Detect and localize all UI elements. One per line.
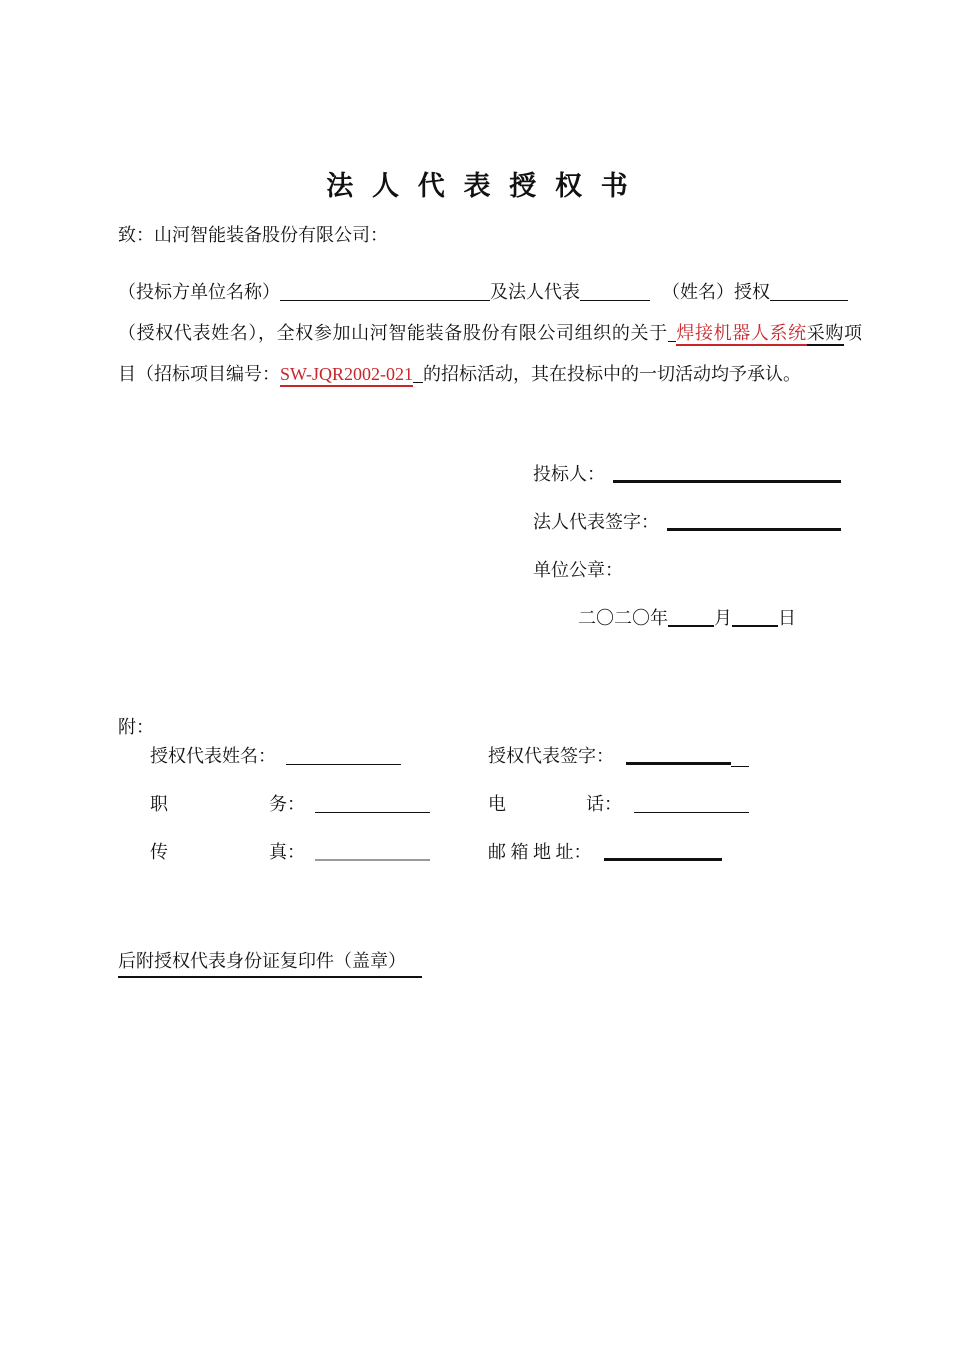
legal-rep-blank-line [580, 298, 650, 301]
rep-sign-blank-tail [731, 764, 749, 767]
email-row [488, 838, 722, 864]
position-label-end: 务： [269, 794, 305, 814]
legal-rep-signature-row [533, 508, 841, 534]
date-row [578, 604, 796, 630]
company-seal-row [533, 556, 623, 582]
authorized-name-blank-line [770, 298, 848, 301]
rep-name-row [150, 742, 401, 768]
text-segment: （授权代表姓名），全权参加山河智能装备股份有限公司组织的关于 [118, 323, 668, 343]
phone-blank-line [634, 810, 749, 813]
text-segment: （投标方单位名称） [118, 282, 280, 302]
position-blank-line [315, 810, 430, 813]
phone-row [488, 790, 749, 816]
email-label: 邮 箱 地 址： [488, 842, 592, 862]
phone-label-start: 电 [488, 794, 506, 814]
project-name-red-underlined: 焊接机器人系统 [676, 323, 807, 346]
fax-label-end: 真： [269, 842, 305, 862]
rep-sign-blank-line [626, 760, 731, 765]
rep-name-blank-line [286, 762, 401, 765]
body-paragraph [118, 272, 862, 395]
paragraph-line-3 [118, 354, 862, 395]
bidder-signature-blank-line [613, 478, 841, 483]
text-segment: 及法人代表 [490, 282, 580, 302]
text-segment: 目（招标项目编号： [118, 364, 280, 384]
company-seal-label: 单位公章： [533, 560, 623, 580]
blank-line [668, 339, 676, 342]
attachment-heading: 附： [118, 717, 154, 737]
salutation: 致：山河智能装备股份有限公司： [118, 225, 388, 245]
rep-sign-row [488, 742, 749, 768]
footer-note-row [118, 947, 422, 978]
position-row [150, 790, 430, 816]
date-day-label: 日 [778, 608, 796, 628]
blank-line [413, 380, 423, 383]
fax-row [150, 838, 430, 864]
text-segment: 的招标活动，其在投标中的一切活动均予承认。 [423, 364, 802, 384]
text-segment-underlined: 采购 [807, 323, 844, 346]
paragraph-line-1 [118, 272, 862, 313]
bidder-signature-row [533, 460, 841, 486]
fax-label [150, 838, 305, 864]
project-code-red-underlined: SW-JQR2002-021 [280, 364, 413, 387]
footer-note-text: 后附授权代表身份证复印件（盖章） [118, 951, 406, 971]
date-day-blank-line [732, 623, 778, 627]
legal-rep-signature-blank-line [667, 526, 841, 531]
paragraph-line-2 [118, 313, 862, 354]
fax-label-start: 传 [150, 842, 168, 862]
rep-name-label: 授权代表姓名： [150, 746, 276, 766]
footer-note-underlined [118, 947, 422, 978]
position-label-start: 职 [150, 794, 168, 814]
text-segment: 项 [844, 323, 862, 343]
fax-blank-line [315, 857, 430, 861]
document-title: 法 人 代 表 授 权 书 [326, 171, 634, 201]
date-year-label: 二〇二〇年 [578, 608, 668, 628]
bidder-label: 投标人： [533, 464, 605, 484]
position-label [150, 790, 305, 816]
legal-rep-signature-label: 法人代表签字： [533, 512, 659, 532]
phone-label-end: 话： [586, 794, 622, 814]
rep-sign-label: 授权代表签字： [488, 746, 614, 766]
text-segment: （姓名）授权 [662, 282, 770, 302]
phone-label [488, 790, 622, 816]
date-month-blank-line [668, 623, 714, 627]
email-blank-line [604, 856, 722, 861]
date-month-label: 月 [714, 608, 732, 628]
bidder-company-blank-line [280, 298, 490, 301]
